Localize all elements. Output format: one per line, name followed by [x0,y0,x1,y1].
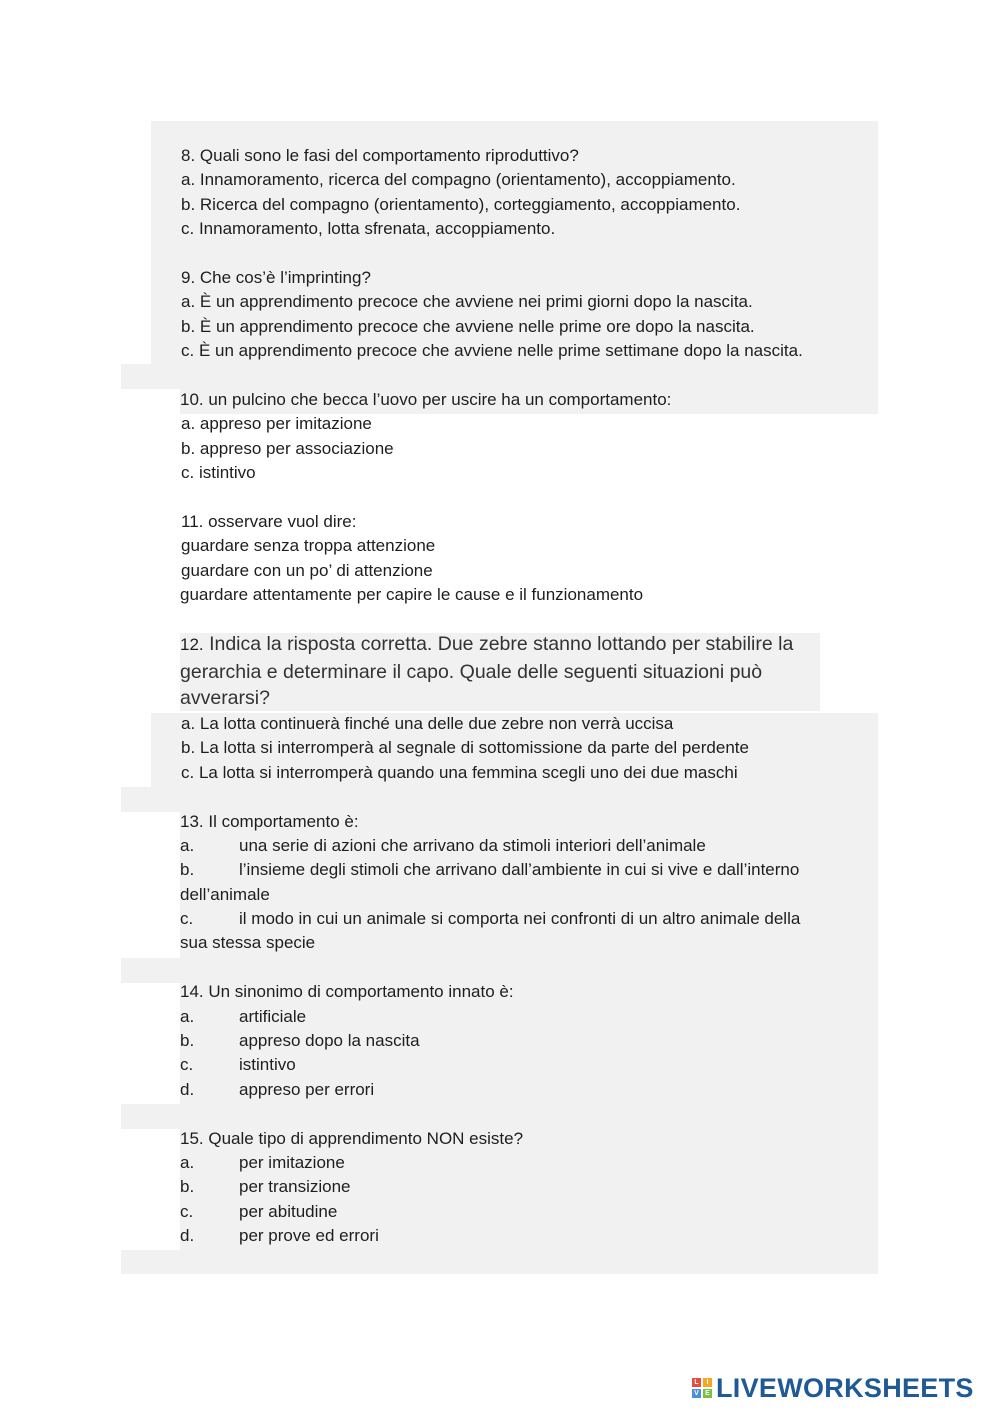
q15-option-b [180,1175,351,1199]
shade-block-6 [121,787,878,812]
q13-text-b: l’insieme degli stimoli che arrivano dall’ambiente in cui si vive e dall’interno [239,860,800,879]
q10-title: 10. un pulcino che becca l’uovo per uscire ha un comportamento: [180,390,672,409]
liveworksheets-logo-icon [692,1378,712,1398]
q15-text-c: per abitudine [239,1202,338,1221]
q15-title: 15. Quale tipo di apprendimento NON esiste? [180,1129,524,1148]
q13-option-b-cont: dell’animale [180,885,270,904]
q15-text-d: per prove ed errori [239,1226,379,1245]
q14-option-b [180,1029,420,1053]
q14-letter-b: b. [180,1031,195,1050]
q14-option-c [180,1053,296,1077]
q12-text: Indica la risposta corretta. Due zebre stanno lottando per stabilire la gerarchia e determinare il capo. Quale delle seguenti situazioni può avverarsi? [180,633,794,709]
q14-text-c: istintivo [239,1055,296,1074]
q10-option-a: a. appreso per imitazione [181,414,372,433]
q14-letter-a: a. [180,1007,195,1026]
q14-letter-c: c. [180,1055,194,1074]
q10-option-c: c. istintivo [181,463,256,482]
q13-option-a [180,834,706,858]
q11-option-3: guardare attentamente per capire le cause e il funzionamento [180,585,644,604]
q13-option-c-cont: sua stessa specie [180,933,316,952]
shade-block-12 [121,1250,878,1274]
q15-text-a: per imitazione [239,1153,345,1172]
q15-letter-d: d. [180,1226,195,1245]
q12-option-a: a. La lotta continuerà finché una delle due zebre non verrà uccisa [181,714,674,733]
q14-option-a [180,1005,306,1029]
q14-text-b: appreso dopo la nascita [239,1031,420,1050]
q11-option-1: guardare senza troppa attenzione [181,536,436,555]
logo-tile-e: E [703,1389,712,1398]
q13-text-a: una serie di azioni che arrivano da stimoli interiori dell’animale [239,836,706,855]
shade-block-2 [121,364,878,389]
q8-option-a: a. Innamoramento, ricerca del compagno (orientamento), accoppiamento. [181,170,736,189]
q12-option-c: c. La lotta si interromperà quando una femmina scegli uno dei due maschi [181,763,738,782]
q14-text-d: appreso per errori [239,1080,375,1099]
brand-name: LIVEWORKSHEETS [716,1372,974,1403]
q13-option-b [180,858,799,882]
q12-option-b: b. La lotta si interromperà al segnale di sottomissione da parte del perdente [181,738,749,757]
q15-letter-a: a. [180,1153,195,1172]
q12-question [180,631,840,712]
q13-text-c: il modo in cui un animale si comporta nei confronti di un altro animale della [239,909,801,928]
q15-option-d [180,1224,379,1248]
q11-option-2: guardare con un po’ di attenzione [181,561,433,580]
liveworksheets-footer [692,1372,974,1404]
q8-option-b: b. Ricerca del compagno (orientamento), corteggiamento, accoppiamento. [181,195,741,214]
q8-option-c: c. Innamoramento, lotta sfrenata, accoppiamento. [181,219,556,238]
q13-title: 13. Il comportamento è: [180,812,359,831]
q15-option-a [180,1151,345,1175]
q14-text-a: artificiale [239,1007,307,1026]
q12-number: 12. [180,635,204,654]
q10-option-b: b. appreso per associazione [181,439,394,458]
q13-option-c [180,907,800,931]
q14-letter-d: d. [180,1080,195,1099]
q13-letter-a: a. [180,836,195,855]
q8-title: 8. Quali sono le fasi del comportamento riproduttivo? [181,146,579,165]
logo-tile-i: I [703,1378,712,1387]
q13-letter-c: c. [180,909,194,928]
q15-letter-b: b. [180,1177,195,1196]
q9-option-a: a. È un apprendimento precoce che avviene nei primi giorni dopo la nascita. [181,292,753,311]
q9-option-c: c. È un apprendimento precoce che avviene nelle prime settimane dopo la nascita. [181,341,803,360]
q15-option-c [180,1200,337,1224]
q14-title: 14. Un sinonimo di comportamento innato è: [180,982,514,1001]
q9-title: 9. Che cos’è l’imprinting? [181,268,371,287]
logo-tile-l: L [692,1378,701,1387]
q14-option-d [180,1078,374,1102]
q11-title: 11. osservare vuol dire: [181,512,357,531]
q13-letter-b: b. [180,860,195,879]
shade-block-10 [121,1104,878,1129]
q15-letter-c: c. [180,1202,194,1221]
logo-tile-v: V [692,1389,701,1398]
q15-text-b: per transizione [239,1177,351,1196]
q9-option-b: b. È un apprendimento precoce che avviene nelle prime ore dopo la nascita. [181,317,755,336]
